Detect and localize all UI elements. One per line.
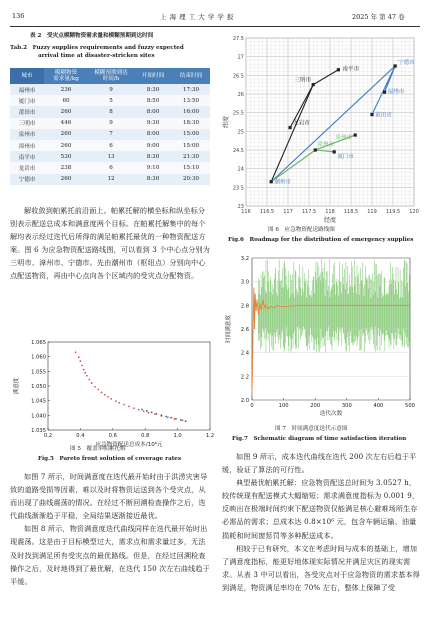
- table-cell: 260: [44, 106, 88, 117]
- fig6-caption-en: Fig.6 Roadmap for the distribution of emergency supplies: [228, 237, 414, 243]
- x-tick-label: 0.6: [108, 433, 117, 439]
- city-label: 漳州市: [317, 142, 335, 148]
- table-cell: 三明市: [10, 118, 44, 129]
- data-point: [94, 386, 96, 388]
- data-point: [185, 420, 187, 422]
- data-point: [180, 419, 182, 421]
- table-row: [10, 95, 210, 106]
- table-row: [10, 174, 210, 185]
- table-cell: 莆田市: [10, 106, 44, 117]
- paragraph: 解收敛到帕累托前沿面上。帕累托解的横坐标和纵坐标分别表示配送总成本和满意度两个目标。在帕累托解集中的每个解均表示经过迭代后所得的满足帕累托最优的一种物资配送方案。图 6 为应急物资配送路线图，可以看到 3 个中心点分别为三明市、漳州市、宁德市。先由潮州市（枢纽点）分别向中心点配送物资，再由中心点向各个区域内的受灾点分配物资。: [10, 206, 211, 281]
- paragraph: 如图 9 所示，成本迭代曲线在迭代 200 次左右后趋于平缓，验证了算法的可行性。: [222, 452, 417, 475]
- city-label: 龙岩市: [293, 120, 310, 127]
- paragraph: 如图 8 所示，物资满意度迭代曲线同样在迭代最开始时出现震荡。这是由于目标模型过大，需求点和需求量过多，无法及时找到满足所有受灾点的最优路线。但是，在经过回溯检查操作之后，及时地得到了最优解，在迭代 150 次左右曲线趋于平缓。: [10, 524, 210, 586]
- table-cell: 龙岩市: [10, 162, 44, 173]
- data-point: [81, 365, 83, 367]
- supply-table: [10, 68, 210, 185]
- y-tick-label: 1.060: [31, 354, 46, 361]
- fig5-caption-cn: 图 5 覆盖率帕累托解: [70, 446, 126, 452]
- y-tick-label: 1.035: [31, 428, 46, 434]
- iteration-line-chart: [222, 250, 420, 426]
- table-cell: 12: [88, 174, 134, 185]
- table-row: [10, 106, 210, 117]
- city-marker: [314, 148, 317, 151]
- y-tick-label: 2.8: [240, 303, 249, 310]
- x-axis-label: 应急物资配送总成本/10⁶元: [95, 442, 163, 448]
- table-row: [10, 118, 210, 129]
- y-tick-label: 2.4: [240, 350, 249, 357]
- y-tick-label: 1.055: [31, 369, 46, 376]
- data-point: [143, 410, 145, 412]
- table-cell: 南平市: [10, 151, 44, 162]
- page-number: 136: [12, 12, 25, 20]
- table-cell: 236: [44, 84, 88, 95]
- x-tick-label: 117: [283, 209, 293, 215]
- y-tick-label: 23: [237, 204, 244, 210]
- city-marker: [312, 83, 315, 86]
- pareto-scatter-chart: [10, 338, 215, 453]
- table-cell: 8:30: [134, 84, 172, 95]
- table-cell: 厦门市: [10, 95, 44, 106]
- table-cell: 9:10: [134, 162, 172, 173]
- data-point: [84, 372, 86, 374]
- table-header-cell: 结束时间: [172, 68, 210, 84]
- table-cell: 21:30: [172, 151, 210, 162]
- city-marker: [354, 133, 357, 136]
- x-tick-label: 116: [241, 209, 251, 215]
- x-tick-label: 0.8: [141, 433, 150, 439]
- city-label: 南平市: [342, 66, 360, 73]
- table2-caption-cn: 表 2 受灾点模糊物资需求量和模糊预期到达时间: [30, 33, 154, 39]
- table-header-cell: 城市: [10, 68, 44, 84]
- table-cell: 宁德市: [10, 174, 44, 185]
- table-cell: 238: [44, 162, 88, 173]
- table-cell: 260: [44, 174, 88, 185]
- y-tick-label: 1.065: [31, 340, 46, 346]
- y-tick-label: 1.040: [31, 413, 46, 420]
- data-point: [80, 360, 82, 362]
- table-cell: 9: [88, 84, 134, 95]
- city-marker: [383, 91, 386, 94]
- left-body-text-2: [10, 470, 211, 588]
- y-tick-label: 3.0: [240, 279, 249, 286]
- data-point: [156, 413, 158, 415]
- right-body-text: [222, 450, 420, 594]
- table-header-cell: 模糊预期到达 时间/h: [88, 68, 134, 84]
- x-tick-label: 119.5: [385, 209, 401, 215]
- table-cell: 8:30: [134, 174, 172, 185]
- table-row: [10, 151, 210, 162]
- data-point: [170, 417, 172, 419]
- data-point: [148, 412, 150, 414]
- x-tick-label: 119: [367, 209, 377, 215]
- city-marker: [337, 68, 340, 71]
- table-cell: 8:30: [134, 151, 172, 162]
- x-tick-label: 500: [405, 403, 415, 409]
- data-point: [115, 400, 117, 402]
- x-tick-label: 300: [341, 403, 352, 409]
- y-tick-label: 27.5: [232, 36, 244, 42]
- table-cell: 9:00: [134, 140, 172, 151]
- table-cell: 13:50: [172, 95, 210, 106]
- table-row: [10, 162, 210, 173]
- x-tick-label: 120: [409, 209, 419, 215]
- data-point: [154, 413, 156, 415]
- table2-caption-en-2: arrival time at disaster-stricken sites: [38, 53, 155, 59]
- table-header-row: [10, 68, 210, 84]
- data-point: [91, 382, 93, 384]
- x-axis-label: 经度: [323, 217, 337, 224]
- data-point: [161, 414, 163, 416]
- table-cell: 8:00: [134, 129, 172, 140]
- table-cell: 8:00: [134, 106, 172, 117]
- y-tick-label: 1.045: [31, 398, 46, 405]
- y-axis-label: 时间满意度: [226, 315, 232, 343]
- x-tick-label: 100: [278, 403, 289, 409]
- y-tick-label: 25: [237, 129, 244, 136]
- data-point: [151, 412, 153, 414]
- table-cell: 9:30: [134, 118, 172, 129]
- table-cell: 5: [88, 95, 134, 106]
- table-cell: 60: [44, 95, 88, 106]
- plot-frame: [48, 342, 210, 430]
- table-cell: 6: [88, 140, 134, 151]
- data-point: [128, 406, 130, 408]
- y-tick-label: 24: [237, 166, 244, 173]
- city-label: 三明市: [294, 77, 312, 84]
- left-body-text-1: [10, 204, 211, 283]
- data-point: [83, 369, 85, 371]
- y-tick-label: 26: [237, 92, 244, 98]
- city-label: 莆田市: [375, 112, 392, 119]
- table-cell: 15:10: [172, 162, 210, 173]
- table-cell: 8:50: [134, 95, 172, 106]
- x-tick-label: 200: [310, 403, 321, 409]
- city-marker: [333, 150, 336, 153]
- y-tick-label: 24.5: [232, 148, 244, 154]
- data-point: [165, 416, 167, 418]
- table-row: [10, 129, 210, 140]
- city-marker: [270, 180, 273, 183]
- x-tick-label: 1.2: [205, 433, 215, 439]
- table-cell: 20:30: [172, 174, 210, 185]
- x-tick-label: 116.5: [259, 209, 275, 215]
- paragraph: 典型最优帕累托解：应急物资配送总时间为 3.0527 h，较传统现有配送模式大幅缩短；需求满意度指标为 0.001 9，反映出在极端时间约束下配送物资仅能满足核心避难场所生存必需品的需求；总成本达 0.8×10⁶ 元，包含车辆运输、油量损耗和时间窗惩罚等多种配送成本。: [222, 478, 420, 540]
- x-tick-label: 0: [250, 403, 254, 409]
- table-cell: 6: [88, 162, 134, 173]
- data-point: [175, 418, 177, 420]
- data-point: [182, 419, 184, 421]
- city-label: 泉州市: [335, 135, 353, 142]
- city-label: 潮州市: [274, 179, 291, 186]
- data-point: [167, 416, 169, 418]
- table-cell: 9: [88, 118, 134, 129]
- city-marker: [289, 126, 292, 129]
- y-tick-label: 2.6: [240, 327, 249, 333]
- data-point: [101, 392, 103, 394]
- data-point: [141, 409, 143, 411]
- y-tick-label: 1.050: [31, 384, 46, 390]
- data-point: [133, 407, 135, 409]
- y-axis-label: 满意度: [14, 377, 20, 395]
- route-map-chart: [222, 34, 420, 229]
- city-label: 宁德市: [398, 60, 415, 66]
- paragraph: 相较于已有研究，本文在考虑时间与成本的基础上，增加了满意度指标，能更好地体现实际情况并满足灾区的现实需求。从表 3 中可以看出，各受灾点对于应急物资的需求基本得到满足，物资满足率均在 70% 左右，整体上保障了受: [222, 543, 420, 592]
- data-point: [75, 351, 77, 353]
- table-cell: 16:00: [172, 106, 210, 117]
- data-point: [78, 356, 80, 358]
- table-cell: 17:30: [172, 84, 210, 95]
- data-point: [123, 404, 125, 406]
- x-tick-label: 118.5: [343, 209, 359, 215]
- table-cell: 260: [44, 140, 88, 151]
- fig5-caption-en: Fig.5 Pareto front solution of coverage rates: [38, 456, 181, 462]
- x-tick-label: 400: [373, 403, 384, 409]
- data-point: [104, 394, 106, 396]
- table-cell: 13: [88, 151, 134, 162]
- data-point: [107, 396, 109, 398]
- x-tick-label: 118: [325, 209, 335, 215]
- table-header-cell: 开始时间: [134, 68, 172, 84]
- city-label: 厦门市: [337, 153, 354, 160]
- y-tick-label: 3.2: [240, 256, 249, 262]
- x-tick-label: 0.2: [43, 433, 53, 439]
- data-point: [173, 418, 175, 420]
- x-tick-label: 0.4: [76, 433, 85, 439]
- table-cell: 8: [88, 106, 134, 117]
- table-cell: 446: [44, 118, 88, 129]
- table-cell: 福州市: [10, 84, 44, 95]
- x-tick-label: 117.5: [301, 209, 317, 215]
- city-label: 福州市: [387, 89, 405, 96]
- y-tick-label: 25.5: [232, 110, 244, 117]
- y-axis-label: 纬度: [223, 115, 230, 129]
- data-point: [97, 389, 99, 391]
- table2-caption-en-1: Tab.2 Fuzzy supplies requirements and fuzzy expected: [10, 45, 184, 51]
- fig6-caption-cn: 图 6 应急物资配送路线图: [268, 227, 335, 233]
- table-cell: 7: [88, 129, 134, 140]
- table-cell: 15:00: [172, 129, 210, 140]
- issue-info: 2025 年 第 47 卷: [352, 13, 405, 21]
- y-tick-label: 26.5: [232, 73, 244, 80]
- header-rule: [10, 26, 420, 27]
- table-row: [10, 84, 210, 95]
- y-tick-label: 2.2: [240, 374, 249, 381]
- table-row: [10, 140, 210, 151]
- table-header-cell: 模糊物资 需求量/kg: [44, 68, 88, 84]
- table-cell: 260: [44, 129, 88, 140]
- y-tick-label: 2.0: [240, 398, 249, 404]
- table-cell: 15:00: [172, 140, 210, 151]
- x-tick-label: 1.0: [173, 433, 182, 439]
- journal-title: 上 海 理 工 大 学 学 报: [160, 13, 234, 21]
- y-tick-label: 23.5: [232, 185, 244, 192]
- data-point: [138, 409, 140, 411]
- table-cell: 530: [44, 151, 88, 162]
- city-marker: [370, 113, 373, 116]
- table-cell: 漳州市: [10, 140, 44, 151]
- x-axis-label: 迭代次数: [319, 411, 343, 417]
- table-cell: 18:30: [172, 118, 210, 129]
- data-point: [88, 379, 90, 381]
- paragraph: 如图 7 所示，时间满意度在迭代最开始时由于洪涝灾害导致的道路受损等因素，难以及时将物资运送到各个受灾点，从而出现了曲线震荡的情况。在经过不断回溯检查操作之后，迭代曲线渐渐趋于平稳，全局结果逐渐接近最优。: [10, 472, 208, 521]
- data-point: [146, 410, 148, 412]
- data-point: [118, 402, 120, 404]
- table-cell: 泉州市: [10, 129, 44, 140]
- fig7-caption-cn: 图 7 时间满意度迭代示意图: [275, 426, 348, 432]
- data-point: [86, 375, 88, 377]
- data-point: [110, 398, 112, 400]
- y-tick-label: 27: [237, 54, 244, 61]
- fig7-caption-en: Fig.7 Schematic diagram of time satisfaction iteration: [232, 436, 407, 442]
- city-marker: [394, 64, 397, 67]
